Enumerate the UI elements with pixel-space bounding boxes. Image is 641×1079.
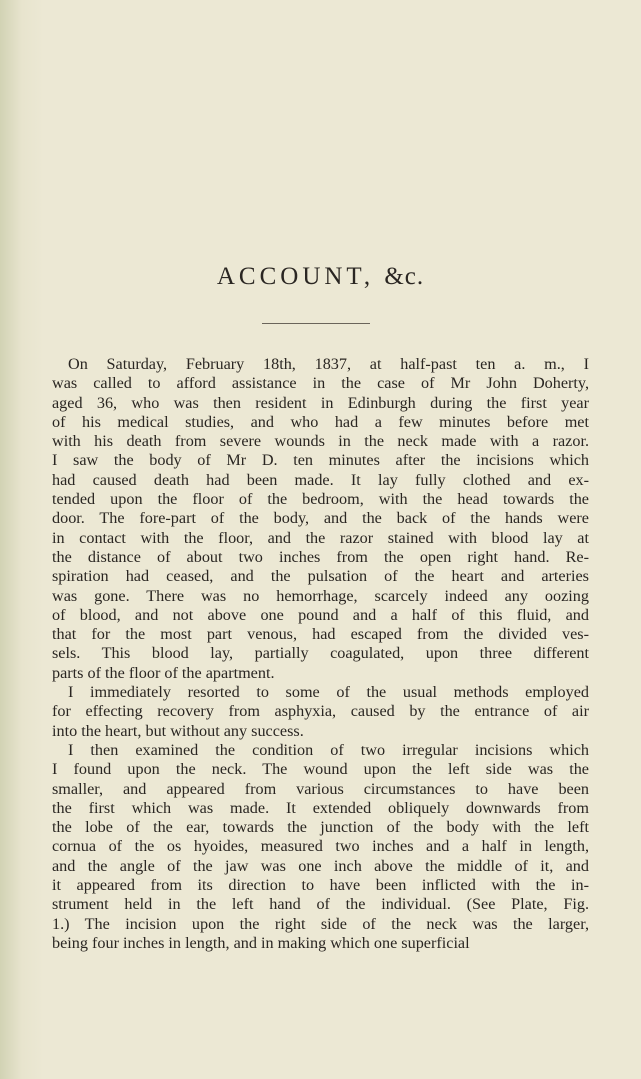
text-line: of blood, and not above one pound and a half of this fluid, and bbox=[52, 605, 589, 624]
text-line: and the angle of the jaw was one inch above the middle of it, and bbox=[52, 856, 589, 875]
text-line: for effecting recovery from asphyxia, caused by the entrance of air bbox=[52, 702, 589, 721]
text-line: had caused death had been made. It lay fully clothed and ex- bbox=[52, 470, 589, 489]
body-text bbox=[52, 355, 589, 953]
text-line: parts of the floor of the apartment. bbox=[52, 663, 275, 682]
text-line: tended upon the floor of the bedroom, with the head towards the bbox=[52, 490, 589, 509]
text-line: being four inches in length, and in making which one superficial bbox=[52, 933, 470, 952]
text-line: I saw the body of Mr D. ten minutes after the incisions which bbox=[52, 451, 589, 470]
text-line: On Saturday, February 18th, 1837, at half-past ten a. m., I bbox=[68, 355, 589, 373]
text-line: the lobe of the ear, towards the junction of the body with the left bbox=[52, 818, 589, 837]
title-divider bbox=[262, 323, 370, 324]
text-line: of his medical studies, and who had a few minutes before met bbox=[52, 412, 589, 431]
text-line: I immediately resorted to some of the usual methods employed bbox=[68, 683, 589, 702]
text-line: that for the most part venous, had escaped from the divided ves- bbox=[52, 625, 589, 644]
text-line: door. The fore-part of the body, and the back of the hands were bbox=[52, 509, 589, 528]
text-line: it appeared from its direction to have been inflicted with the in- bbox=[52, 876, 589, 895]
text-line: smaller, and appeared from various circumstances to have been bbox=[52, 779, 589, 798]
text-line: I found upon the neck. The wound upon the left side was the bbox=[52, 760, 589, 779]
text-line: spiration had ceased, and the pulsation of the heart and arteries bbox=[52, 567, 589, 586]
title-text: ACCOUNT, bbox=[216, 263, 375, 290]
page-title bbox=[0, 262, 641, 292]
text-line: in contact with the floor, and the razor stained with blood lay at bbox=[52, 528, 589, 547]
text-line: was called to afford assistance in the case of Mr John Doherty, bbox=[52, 374, 589, 393]
text-line: the first which was made. It extended obliquely downwards from bbox=[52, 798, 589, 817]
text-line: sels. This blood lay, partially coagulated, upon three different bbox=[52, 644, 589, 663]
text-line: with his death from severe wounds in the neck made with a razor. bbox=[52, 432, 589, 451]
text-line: aged 36, who was then resident in Edinburgh during the first year bbox=[52, 393, 589, 412]
text-line: the distance of about two inches from the open right hand. Re- bbox=[52, 547, 589, 566]
text-line: was gone. There was no hemorrhage, scarcely indeed any oozing bbox=[52, 586, 589, 605]
text-line: 1.) The incision upon the right side of the neck was the larger, bbox=[52, 914, 589, 933]
text-line: cornua of the os hyoides, measured two inches and a half in length, bbox=[52, 837, 589, 856]
title-etc: &c. bbox=[384, 263, 425, 290]
text-line: I then examined the condition of two irregular incisions which bbox=[68, 740, 589, 759]
text-line: strument held in the left hand of the individual. (See Plate, Fig. bbox=[52, 895, 589, 914]
text-line: into the heart, but without any success. bbox=[52, 721, 304, 740]
